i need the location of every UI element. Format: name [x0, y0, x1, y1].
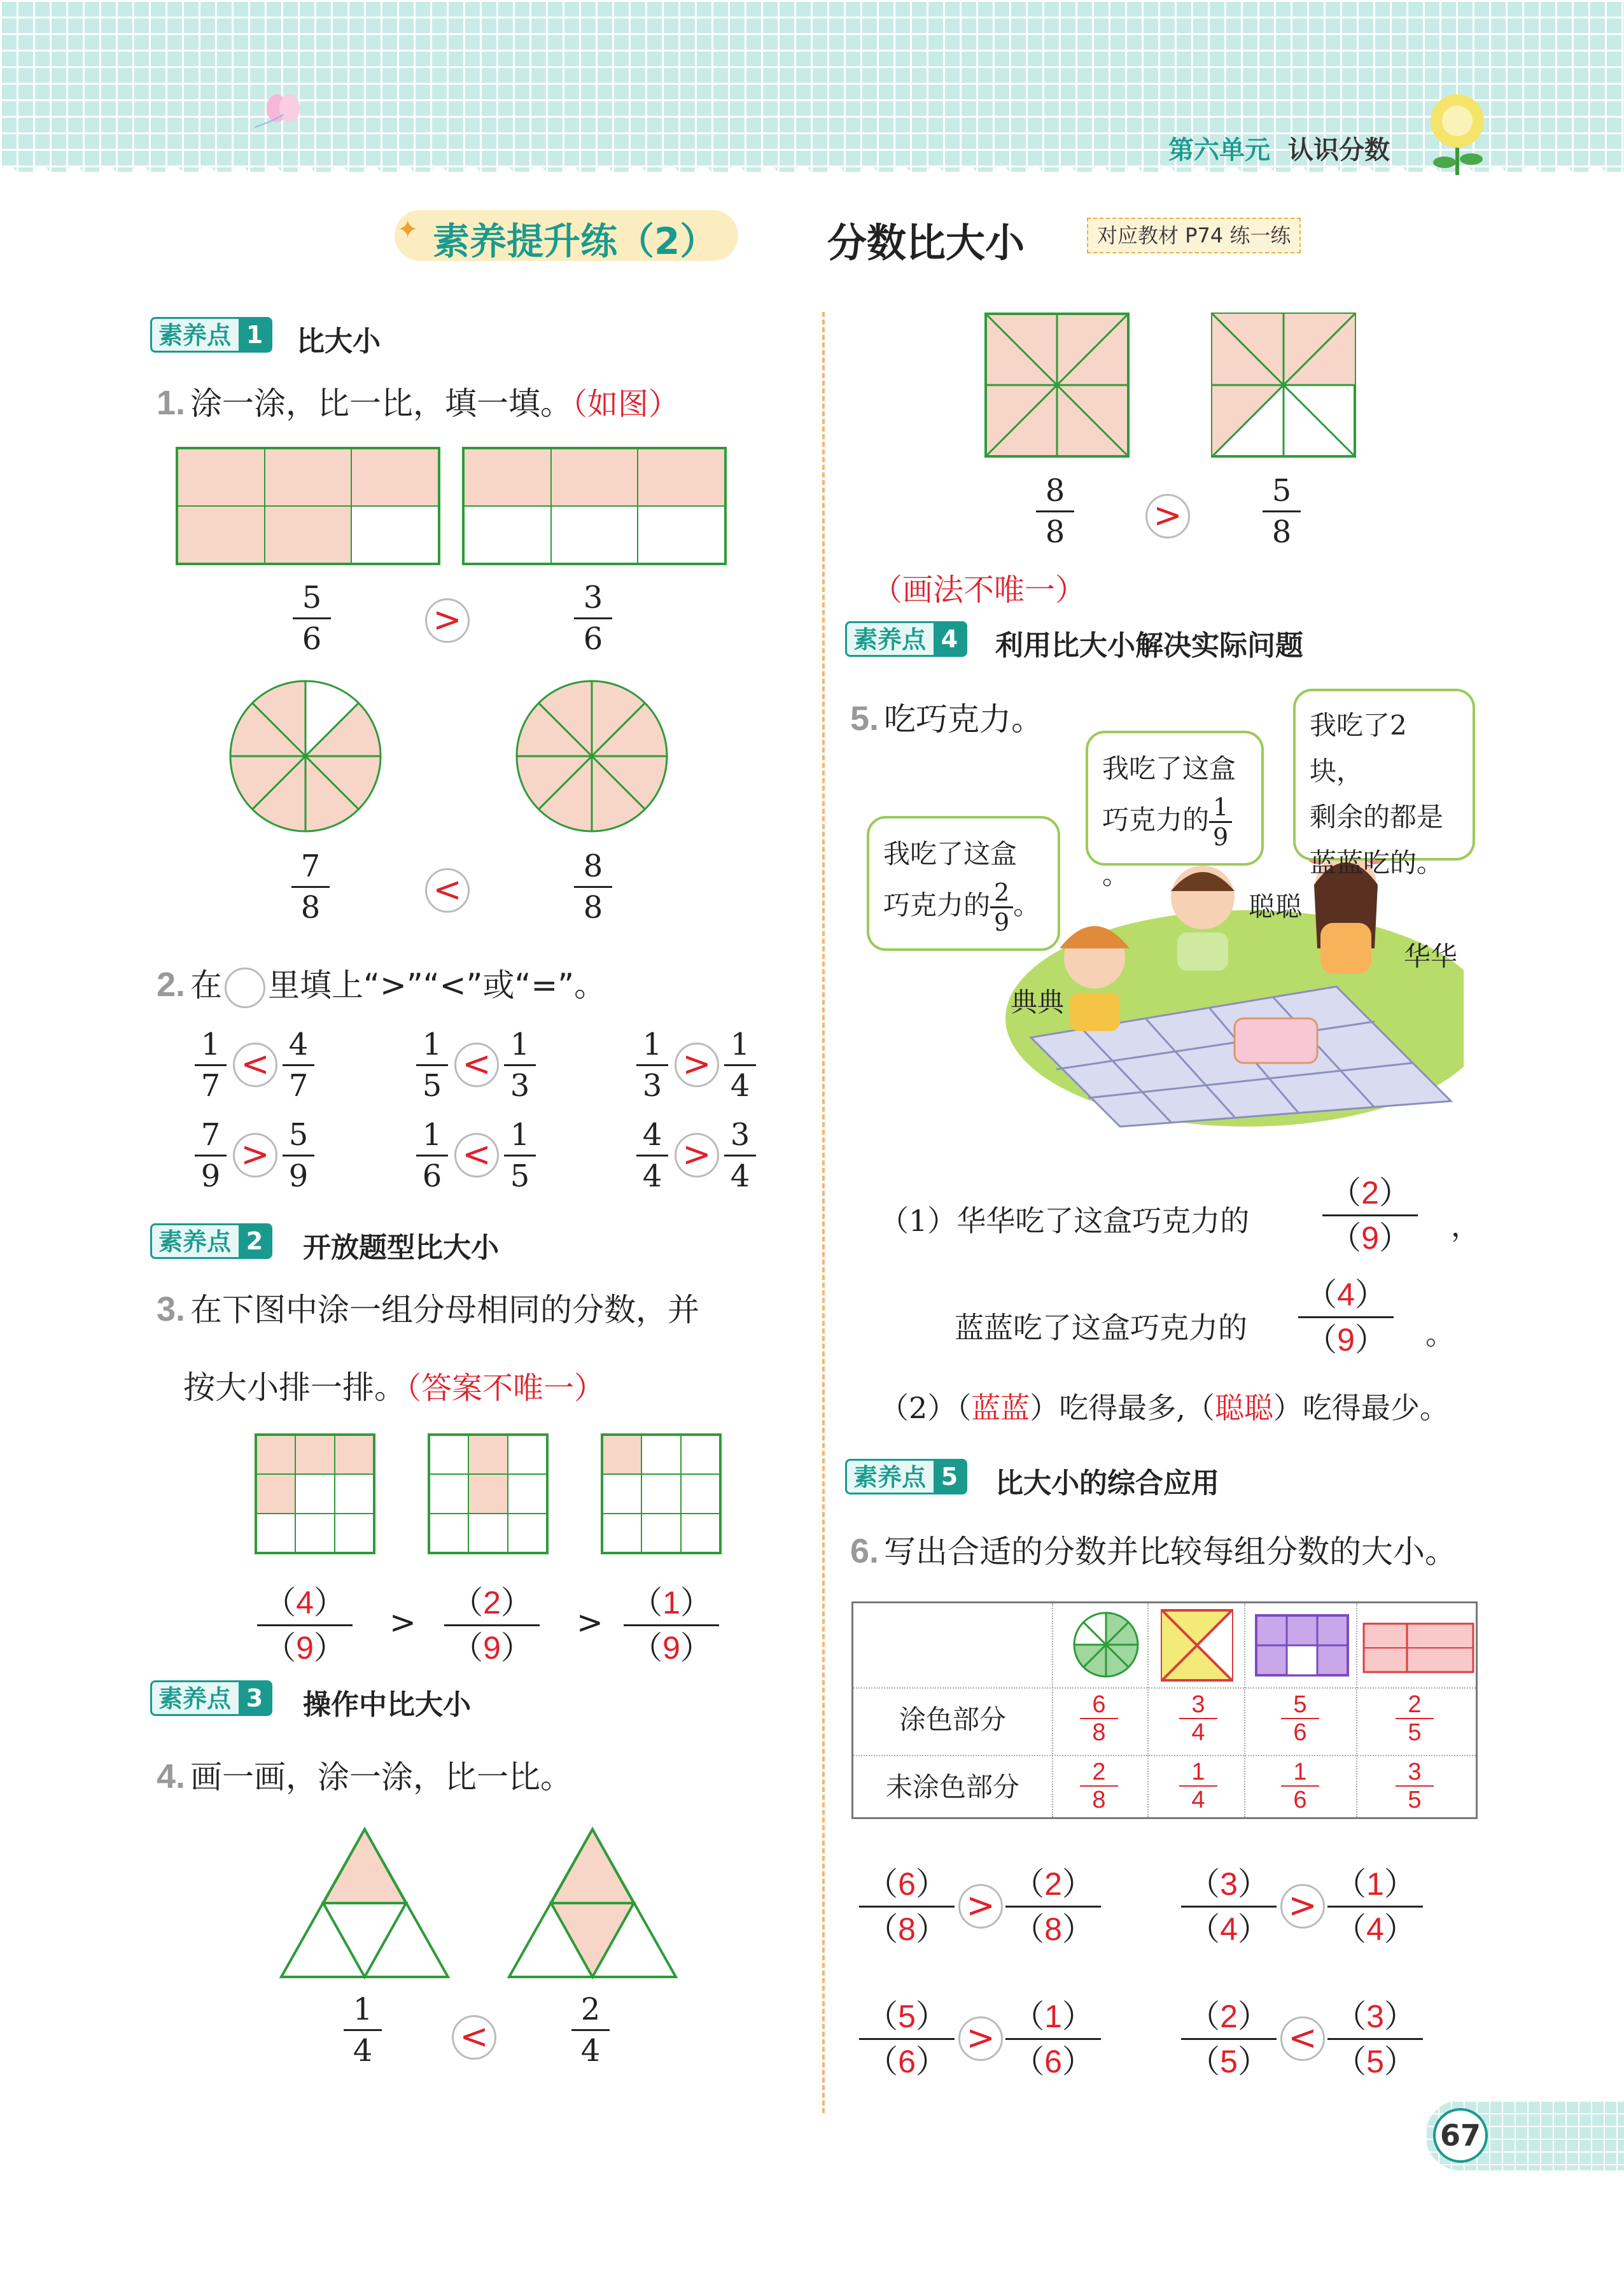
point-tag-3: 素养点 3	[150, 1680, 272, 1716]
fraction-table	[851, 1601, 1478, 1819]
point-name-4: 利用比大小解决实际问题	[995, 629, 1303, 662]
greater-sign: >	[389, 1604, 416, 1641]
point-tag-5: 素养点 5	[845, 1459, 967, 1494]
compare-circle[interactable]: >	[958, 2016, 1003, 2061]
fraction: $\frac{4}{7}$	[283, 1025, 314, 1106]
answer-fraction: （3） （4）	[1181, 1862, 1277, 1951]
compare-circle[interactable]: >	[675, 1133, 719, 1178]
circle-diagram-right	[513, 677, 671, 835]
square-diagram-left	[984, 312, 1130, 458]
fraction: $\frac{1}{6}$	[416, 1115, 448, 1196]
textbook-reference: 对应教材 P74 练一练	[1087, 218, 1301, 253]
compare-circle[interactable]: <	[452, 2015, 496, 2060]
grid-diagram	[255, 1433, 375, 1554]
name-congcong: 聪聪	[1249, 891, 1303, 922]
fraction: $\frac{3}{4}$	[724, 1115, 756, 1196]
fraction: $\frac{1}{3}$	[636, 1025, 668, 1106]
answer-fraction: （1） （6）	[1005, 1995, 1101, 2083]
q5-sub1b-label: 蓝蓝吃了这盒巧克力的	[955, 1311, 1247, 1345]
compare-circle[interactable]: >	[958, 1884, 1003, 1929]
lesson-topic: 分数比大小	[827, 220, 1025, 266]
pattern-strip-diagram	[1362, 1622, 1474, 1673]
question-5: 5. 吃巧克力。	[850, 700, 1044, 738]
question-4: 4. 画一画，涂一涂，比一比。	[157, 1757, 573, 1796]
table-fraction: 5 6	[1281, 1691, 1319, 1746]
point-name-3: 操作中比大小	[303, 1689, 471, 1721]
answer-fraction: （2） （5）	[1181, 1995, 1277, 2083]
fraction: $\frac{1}{4}$	[344, 1990, 382, 2071]
table-fraction: 2 8	[1080, 1759, 1118, 1813]
drawing-note: （画法不唯一）	[872, 572, 1086, 608]
table-fraction: 6 8	[1080, 1691, 1118, 1746]
fraction: $\frac{7}{8}$	[291, 847, 330, 927]
question-1: 1. 涂一涂，比一比，填一填。（如图）	[157, 384, 680, 422]
compare-circle[interactable]: >	[675, 1043, 719, 1087]
fraction: $\frac{5}{6}$	[293, 578, 331, 659]
butterfly-icon	[255, 89, 312, 134]
page-number: 67	[1433, 2108, 1488, 2163]
q5-sub2: （2）（蓝蓝）吃得最多,（聪聪）吃得最少。	[879, 1391, 1449, 1425]
grid-diagram	[601, 1433, 722, 1554]
point-tag-2: 素养点 2	[150, 1223, 272, 1259]
row-label-uncolored: 未涂色部分	[885, 1771, 1019, 1803]
answer-fraction: （4） （9）	[1298, 1273, 1394, 1361]
fraction: $\frac{1}{3}$	[504, 1025, 536, 1106]
exercise-title: 素养提升练（2）	[433, 220, 717, 263]
q5-sub1-label: （1）华华吃了这盒巧克力的	[879, 1204, 1250, 1238]
rect-grid-diagram	[1254, 1614, 1350, 1677]
compare-circle[interactable]: <	[233, 1043, 277, 1087]
table-fraction: 3 4	[1179, 1691, 1217, 1746]
question-6: 6. 写出合适的分数并比较每组分数的大小。	[850, 1532, 1457, 1570]
page-number-badge	[1425, 2100, 1624, 2170]
point-name-1: 比大小	[297, 325, 381, 358]
fraction: $\frac{1}{7}$	[195, 1025, 227, 1106]
table-fraction: 2 5	[1396, 1691, 1434, 1746]
fraction: $\frac{1}{5}$	[504, 1115, 536, 1196]
fraction: $\frac{8}{8}$	[1036, 471, 1074, 552]
answer-fraction: （1） （9）	[624, 1581, 719, 1670]
answer-fraction: （1） （4）	[1327, 1862, 1423, 1951]
compare-circle[interactable]: >	[1280, 1884, 1325, 1929]
question-2: 2. 在 里填上“>”“<”或“=”。	[157, 960, 606, 1008]
rect-diagram-right	[462, 447, 727, 565]
speech-bubble-congcong: 我吃了这盒 巧克力的 $\frac{1}{9}$ 。	[1086, 731, 1264, 866]
square-x-diagram	[1160, 1608, 1234, 1682]
compare-circle[interactable]: <	[1280, 2016, 1325, 2061]
fraction: $\frac{3}{6}$	[574, 578, 612, 659]
star-icon: ✦	[397, 215, 419, 244]
circle-diagram-left	[227, 677, 384, 835]
triangle-diagram-right	[507, 1827, 678, 1979]
unit-topic: 认识分数	[1288, 136, 1390, 165]
name-diandian: 典典	[1011, 987, 1065, 1018]
period: 。	[1425, 1317, 1455, 1351]
fraction: $\frac{1}{4}$	[724, 1025, 756, 1106]
answer-fraction: （2） （9）	[1322, 1171, 1418, 1260]
table-fraction: 3 5	[1396, 1759, 1434, 1813]
comma: ，	[1451, 1209, 1480, 1243]
table-fraction: 1 4	[1179, 1759, 1217, 1813]
table-fraction: 1 6	[1281, 1759, 1319, 1813]
question-3: 3. 在下图中涂一组分母相同的分数，并	[157, 1290, 700, 1328]
column-divider	[822, 312, 825, 2113]
fraction: $\frac{5}{8}$	[1263, 471, 1301, 552]
answer-fraction: （3） （5）	[1327, 1995, 1423, 2083]
triangle-diagram-left	[279, 1827, 451, 1979]
answer-fraction: （5） （6）	[859, 1995, 955, 2083]
blank-circle-icon	[225, 967, 265, 1008]
square-diagram-right	[1210, 312, 1357, 458]
name-huahua: 华华	[1404, 941, 1458, 972]
fraction: $\frac{5}{9}$	[283, 1115, 314, 1196]
rect-diagram-left	[176, 447, 440, 565]
speech-bubble-diandian: 我吃了这盒 巧克力的 $\frac{2}{9}$ 。	[867, 816, 1060, 951]
row-label-colored: 涂色部分	[899, 1704, 1006, 1735]
question-3-line2: 按大小排一排。（答案不唯一）	[183, 1369, 605, 1406]
greater-sign: >	[577, 1604, 603, 1641]
fraction: $\frac{7}{9}$	[195, 1115, 227, 1196]
point-tag-1: 素养点 1	[150, 317, 272, 353]
fraction: $\frac{4}{4}$	[636, 1115, 668, 1196]
speech-bubble-huahua: 我吃了2块， 剩余的都是 蓝蓝吃的。	[1293, 689, 1475, 861]
fraction: $\frac{8}{8}$	[574, 847, 612, 927]
compare-circle[interactable]: <	[425, 868, 470, 913]
fraction: $\frac{2}{4}$	[571, 1990, 610, 2071]
answer-fraction: （6） （8）	[859, 1862, 955, 1951]
point-name-2: 开放题型比大小	[303, 1232, 499, 1264]
grid-diagram	[428, 1433, 549, 1554]
compare-circle[interactable]: >	[425, 598, 470, 643]
unit-title: 第六单元	[1168, 136, 1270, 165]
point-name-5: 比大小的综合应用	[995, 1467, 1219, 1500]
compare-circle[interactable]: <	[454, 1133, 499, 1178]
compare-circle[interactable]: >	[1145, 494, 1190, 538]
answer-fraction: （4） （9）	[257, 1581, 353, 1670]
compare-circle[interactable]: >	[233, 1133, 277, 1178]
sunflower-icon	[1419, 89, 1502, 178]
fraction: $\frac{1}{5}$	[416, 1025, 448, 1106]
answer-fraction: （2） （9）	[444, 1581, 540, 1670]
compare-circle[interactable]: <	[454, 1043, 499, 1087]
point-tag-4: 素养点 4	[845, 621, 967, 657]
octagon-diagram	[1071, 1610, 1141, 1680]
answer-fraction: （2） （8）	[1005, 1862, 1101, 1951]
